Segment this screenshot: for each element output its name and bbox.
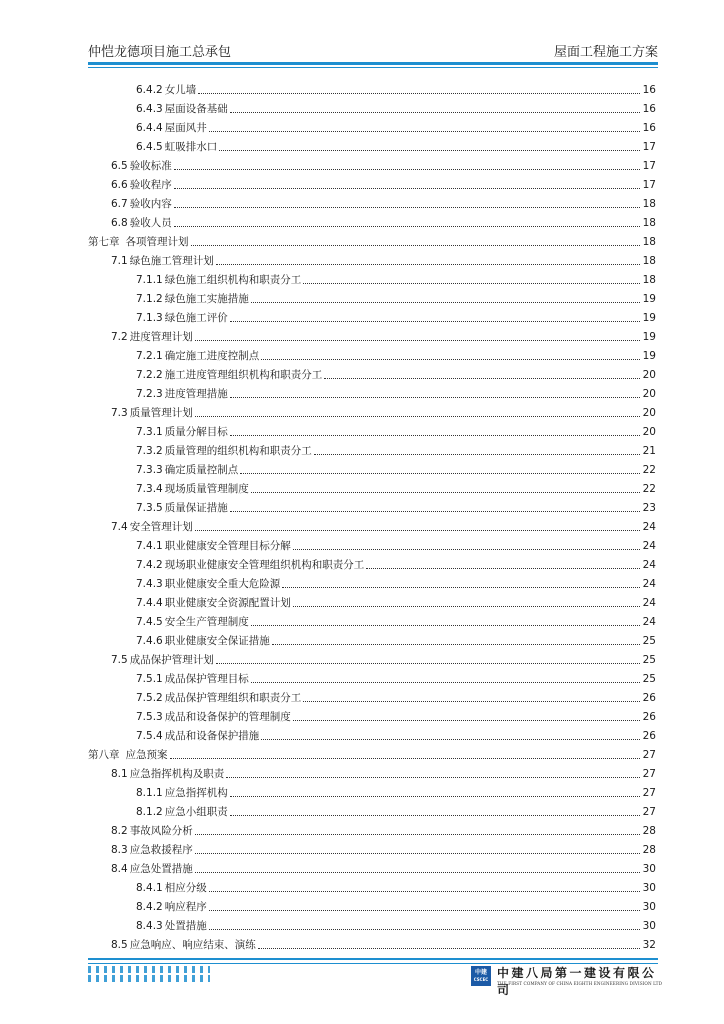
toc-leader-dots xyxy=(230,112,640,113)
toc-entry[interactable] xyxy=(88,762,656,781)
toc-entry[interactable] xyxy=(88,876,656,895)
toc-entry-page: 19 xyxy=(642,312,656,324)
toc-entry[interactable] xyxy=(88,211,656,230)
company-name-en: THE FIRST COMPANY OF CHINA EIGHTH ENGINEERING DIVISION LTD xyxy=(497,981,663,986)
toc-leader-dots xyxy=(174,207,640,208)
toc-entry-title: 现场职业健康安全管理组织机构和职责分工 xyxy=(164,559,365,571)
toc-entry-title: 绿色施工实施措施 xyxy=(164,293,249,305)
toc-entry-number: 7.4.5 xyxy=(136,616,163,628)
toc-entry-page: 25 xyxy=(642,673,656,685)
toc-entry-number: 8.4 xyxy=(111,863,128,875)
toc-entry-number: 7.3.5 xyxy=(136,502,163,514)
toc-entry-page: 30 xyxy=(642,882,656,894)
toc-entry-page: 27 xyxy=(642,768,656,780)
toc-entry[interactable] xyxy=(88,287,656,306)
toc-entry-number: 7.4.1 xyxy=(136,540,163,552)
toc-entry-page: 26 xyxy=(642,711,656,723)
toc-entry-page: 30 xyxy=(642,863,656,875)
toc-entry-page: 24 xyxy=(642,540,656,552)
toc-entry[interactable] xyxy=(88,78,656,97)
toc-entry-number: 8.1.1 xyxy=(136,787,163,799)
toc-entry[interactable] xyxy=(88,116,656,135)
toc-entry-page: 21 xyxy=(642,445,656,457)
toc-entry-title: 女儿墙 xyxy=(164,84,197,96)
toc-entry[interactable] xyxy=(88,515,656,534)
toc-entry[interactable] xyxy=(88,382,656,401)
toc-leader-dots xyxy=(230,796,640,797)
toc-entry-title: 验收内容 xyxy=(129,198,172,210)
toc-leader-dots xyxy=(230,815,640,816)
toc-leader-dots xyxy=(209,910,640,911)
toc-leader-dots xyxy=(195,530,640,531)
toc-entry[interactable] xyxy=(88,629,656,648)
toc-entry[interactable] xyxy=(88,933,656,952)
toc-entry-number: 7.3.1 xyxy=(136,426,163,438)
toc-entry-number: 7.3.2 xyxy=(136,445,163,457)
toc-entry-number: 6.4.2 xyxy=(136,84,163,96)
toc-entry-number: 第七章 xyxy=(88,236,120,248)
toc-entry-title: 成品保护管理目标 xyxy=(164,673,249,685)
toc-entry-page: 18 xyxy=(642,255,656,267)
toc-entry-title: 职业健康安全资源配置计划 xyxy=(164,597,291,609)
toc-entry-title: 屋面风井 xyxy=(164,122,207,134)
toc-entry-page: 18 xyxy=(642,217,656,229)
toc-entry-title: 应急处置措施 xyxy=(129,863,193,875)
toc-entry-page: 19 xyxy=(642,331,656,343)
toc-entry-number: 7.2 xyxy=(111,331,128,343)
toc-entry-number: 8.1 xyxy=(111,768,128,780)
toc-entry-number: 8.4.2 xyxy=(136,901,163,913)
toc-entry-number: 6.4.5 xyxy=(136,141,163,153)
toc-leader-dots xyxy=(303,283,640,284)
page-header xyxy=(88,40,658,60)
toc-entry[interactable] xyxy=(88,135,656,154)
toc-entry-title: 屋面设备基础 xyxy=(164,103,228,115)
toc-entry-page: 22 xyxy=(642,464,656,476)
toc-leader-dots xyxy=(195,872,640,873)
toc-entry-title: 事故风险分析 xyxy=(129,825,193,837)
toc-entry[interactable] xyxy=(88,914,656,933)
toc-entry-title: 应急小组职责 xyxy=(164,806,228,818)
toc-entry-number: 7.4 xyxy=(111,521,128,533)
company-logo-icon xyxy=(471,966,491,986)
toc-entry[interactable] xyxy=(88,344,656,363)
toc-entry-number: 第八章 xyxy=(88,749,120,761)
header-rule xyxy=(88,62,658,65)
toc-leader-dots xyxy=(209,891,640,892)
toc-leader-dots xyxy=(251,492,640,493)
toc-entry-page: 18 xyxy=(642,236,656,248)
toc-leader-dots xyxy=(261,739,640,740)
toc-entry[interactable] xyxy=(88,610,656,629)
toc-leader-dots xyxy=(195,853,640,854)
toc-entry[interactable] xyxy=(88,705,656,724)
toc-entry[interactable] xyxy=(88,325,656,344)
toc-entry-title: 成品和设备保护措施 xyxy=(164,730,260,742)
toc-entry-page: 19 xyxy=(642,350,656,362)
toc-entry-page: 27 xyxy=(642,749,656,761)
toc-entry[interactable] xyxy=(88,230,656,249)
toc-entry-title: 虹吸排水口 xyxy=(164,141,218,153)
toc-entry-page: 24 xyxy=(642,521,656,533)
toc-entry-page: 17 xyxy=(642,179,656,191)
toc-entry-number: 7.5.4 xyxy=(136,730,163,742)
footer-rule xyxy=(88,958,658,960)
toc-entry[interactable] xyxy=(88,895,656,914)
toc-entry-page: 20 xyxy=(642,369,656,381)
toc-entry[interactable] xyxy=(88,534,656,553)
toc-entry-title: 确定施工进度控制点 xyxy=(164,350,260,362)
toc-entry-number: 6.6 xyxy=(111,179,128,191)
toc-leader-dots xyxy=(195,416,640,417)
toc-leader-dots xyxy=(303,701,640,702)
toc-entry-number: 8.2 xyxy=(111,825,128,837)
toc-entry-page: 18 xyxy=(642,198,656,210)
toc-leader-dots xyxy=(366,568,640,569)
toc-entry-number: 8.4.1 xyxy=(136,882,163,894)
toc-entry-page: 27 xyxy=(642,806,656,818)
logo-text-bottom: CSCEC xyxy=(473,977,489,982)
toc-entry-title: 绿色施工评价 xyxy=(164,312,228,324)
toc-entry-number: 7.4.6 xyxy=(136,635,163,647)
toc-entry-page: 32 xyxy=(642,939,656,951)
toc-entry-page: 22 xyxy=(642,483,656,495)
toc-entry-number: 7.3 xyxy=(111,407,128,419)
toc-leader-dots xyxy=(230,511,640,512)
toc-entry-title: 验收程序 xyxy=(129,179,172,191)
toc-entry-number: 6.4.4 xyxy=(136,122,163,134)
toc-entry-title: 处置措施 xyxy=(164,920,207,932)
toc-entry[interactable] xyxy=(88,306,656,325)
toc-entry-number: 7.1.1 xyxy=(136,274,163,286)
toc-entry-page: 26 xyxy=(642,692,656,704)
header-rule-thin xyxy=(88,67,658,68)
toc-entry[interactable] xyxy=(88,477,656,496)
toc-entry-page: 20 xyxy=(642,407,656,419)
footer-pattern-gap xyxy=(88,973,210,975)
toc-entry-page: 25 xyxy=(642,654,656,666)
toc-leader-dots xyxy=(209,929,640,930)
toc-entry-number: 8.1.2 xyxy=(136,806,163,818)
toc-entry-title: 质量管理计划 xyxy=(129,407,193,419)
toc-entry[interactable] xyxy=(88,553,656,572)
toc-entry-page: 26 xyxy=(642,730,656,742)
toc-entry-page: 17 xyxy=(642,141,656,153)
toc-leader-dots xyxy=(209,131,640,132)
toc-entry-page: 30 xyxy=(642,901,656,913)
toc-entry[interactable] xyxy=(88,173,656,192)
toc-entry-page: 20 xyxy=(642,426,656,438)
toc-leader-dots xyxy=(195,340,640,341)
toc-entry-number: 7.1 xyxy=(111,255,128,267)
toc-entry-number: 7.2.3 xyxy=(136,388,163,400)
toc-entry-number: 7.5.3 xyxy=(136,711,163,723)
toc-entry-title: 应急预案 xyxy=(125,749,168,761)
toc-entry-title: 验收标准 xyxy=(129,160,172,172)
toc-leader-dots xyxy=(282,587,640,588)
toc-entry-title: 各项管理计划 xyxy=(125,236,189,248)
toc-entry-title: 验收人员 xyxy=(129,217,172,229)
toc-entry[interactable] xyxy=(88,800,656,819)
toc-entry-title: 质量管理的组织机构和职责分工 xyxy=(164,445,312,457)
header-document-title: 屋面工程施工方案 xyxy=(553,44,658,60)
toc-entry[interactable] xyxy=(88,648,656,667)
toc-entry-page: 18 xyxy=(642,274,656,286)
toc-entry-title: 职业健康安全重大危险源 xyxy=(164,578,281,590)
toc-entry-page: 30 xyxy=(642,920,656,932)
toc-entry-page: 28 xyxy=(642,844,656,856)
toc-entry[interactable] xyxy=(88,743,656,762)
toc-entry[interactable] xyxy=(88,781,656,800)
toc-entry[interactable] xyxy=(88,154,656,173)
toc-entry[interactable] xyxy=(88,496,656,515)
toc-leader-dots xyxy=(272,644,640,645)
toc-entry-number: 7.1.2 xyxy=(136,293,163,305)
header-project-title: 仲恺龙德项目施工总承包 xyxy=(88,44,232,60)
toc-entry-title: 应急救援程序 xyxy=(129,844,193,856)
toc-entry-title: 职业健康安全保证措施 xyxy=(164,635,270,647)
toc-leader-dots xyxy=(230,321,640,322)
toc-leader-dots xyxy=(198,93,640,94)
toc-entry-number: 7.5 xyxy=(111,654,128,666)
toc-entry-title: 绿色施工组织机构和职责分工 xyxy=(164,274,302,286)
toc-entry-number: 7.2.2 xyxy=(136,369,163,381)
toc-entry[interactable] xyxy=(88,97,656,116)
toc-entry-page: 24 xyxy=(642,616,656,628)
toc-leader-dots xyxy=(251,682,640,683)
toc-entry[interactable] xyxy=(88,591,656,610)
toc-leader-dots xyxy=(230,397,640,398)
toc-entry-page: 27 xyxy=(642,787,656,799)
toc-entry-page: 25 xyxy=(642,635,656,647)
toc-entry-page: 17 xyxy=(642,160,656,172)
toc-leader-dots xyxy=(195,834,640,835)
toc-entry[interactable] xyxy=(88,192,656,211)
toc-entry[interactable] xyxy=(88,458,656,477)
toc-leader-dots xyxy=(174,188,640,189)
toc-entry-page: 24 xyxy=(642,578,656,590)
toc-entry-number: 8.4.3 xyxy=(136,920,163,932)
toc-entry-number: 6.8 xyxy=(111,217,128,229)
toc-entry-number: 7.5.2 xyxy=(136,692,163,704)
toc-entry[interactable] xyxy=(88,439,656,458)
toc-entry-number: 6.7 xyxy=(111,198,128,210)
toc-entry-page: 28 xyxy=(642,825,656,837)
toc-leader-dots xyxy=(324,378,640,379)
toc-entry-title: 进度管理措施 xyxy=(164,388,228,400)
toc-leader-dots xyxy=(293,549,640,550)
toc-entry-page: 20 xyxy=(642,388,656,400)
logo-text-top: 中建 xyxy=(474,969,487,976)
toc-leader-dots xyxy=(174,169,640,170)
toc-entry-page: 24 xyxy=(642,597,656,609)
toc-leader-dots xyxy=(170,758,641,759)
toc-leader-dots xyxy=(314,454,640,455)
toc-entry-title: 现场质量管理制度 xyxy=(164,483,249,495)
toc-leader-dots xyxy=(174,226,640,227)
toc-entry-title: 应急响应、响应结束、演练 xyxy=(129,939,256,951)
toc-entry-number: 7.2.1 xyxy=(136,350,163,362)
toc-leader-dots xyxy=(251,625,640,626)
toc-entry[interactable] xyxy=(88,686,656,705)
toc-entry-number: 8.5 xyxy=(111,939,128,951)
table-of-contents xyxy=(88,78,656,952)
toc-entry-number: 7.4.2 xyxy=(136,559,163,571)
toc-entry-number: 6.4.3 xyxy=(136,103,163,115)
toc-leader-dots xyxy=(230,435,640,436)
toc-entry[interactable] xyxy=(88,724,656,743)
toc-entry-title: 质量分解目标 xyxy=(164,426,228,438)
toc-entry-number: 7.3.3 xyxy=(136,464,163,476)
toc-entry-title: 成品保护管理组织和职责分工 xyxy=(164,692,302,704)
toc-entry[interactable] xyxy=(88,819,656,838)
toc-leader-dots xyxy=(226,777,640,778)
toc-entry[interactable] xyxy=(88,268,656,287)
toc-entry-title: 安全管理计划 xyxy=(129,521,193,533)
toc-entry-title: 施工进度管理组织机构和职责分工 xyxy=(164,369,323,381)
toc-entry-title: 进度管理计划 xyxy=(129,331,193,343)
toc-entry-number: 7.5.1 xyxy=(136,673,163,685)
toc-entry[interactable] xyxy=(88,420,656,439)
toc-entry-number: 7.1.3 xyxy=(136,312,163,324)
toc-leader-dots xyxy=(240,473,640,474)
toc-entry[interactable] xyxy=(88,249,656,268)
toc-entry-page: 16 xyxy=(642,122,656,134)
toc-entry[interactable] xyxy=(88,363,656,382)
toc-entry-title: 安全生产管理制度 xyxy=(164,616,249,628)
toc-leader-dots xyxy=(219,150,640,151)
toc-leader-dots xyxy=(261,359,640,360)
toc-entry[interactable] xyxy=(88,857,656,876)
toc-entry-title: 成品保护管理计划 xyxy=(129,654,214,666)
toc-entry-number: 6.5 xyxy=(111,160,128,172)
toc-leader-dots xyxy=(251,302,640,303)
toc-entry-title: 质量保证措施 xyxy=(164,502,228,514)
toc-entry-page: 16 xyxy=(642,84,656,96)
toc-leader-dots xyxy=(216,663,640,664)
toc-leader-dots xyxy=(258,948,640,949)
toc-entry[interactable] xyxy=(88,667,656,686)
toc-entry-title: 响应程序 xyxy=(164,901,207,913)
toc-entry-title: 应急指挥机构及职责 xyxy=(129,768,225,780)
toc-leader-dots xyxy=(191,245,641,246)
toc-entry-title: 职业健康安全管理目标分解 xyxy=(164,540,291,552)
toc-entry-title: 相应分级 xyxy=(164,882,207,894)
toc-entry-number: 7.3.4 xyxy=(136,483,163,495)
toc-entry-title: 应急指挥机构 xyxy=(164,787,228,799)
toc-entry-title: 确定质量控制点 xyxy=(164,464,239,476)
toc-entry-number: 7.4.3 xyxy=(136,578,163,590)
toc-leader-dots xyxy=(293,606,640,607)
toc-entry-number: 8.3 xyxy=(111,844,128,856)
toc-leader-dots xyxy=(216,264,640,265)
toc-entry-page: 23 xyxy=(642,502,656,514)
toc-leader-dots xyxy=(293,720,640,721)
toc-entry-number: 7.4.4 xyxy=(136,597,163,609)
toc-entry[interactable] xyxy=(88,401,656,420)
toc-entry-page: 24 xyxy=(642,559,656,571)
toc-entry[interactable] xyxy=(88,572,656,591)
toc-entry-page: 16 xyxy=(642,103,656,115)
toc-entry-title: 成品和设备保护的管理制度 xyxy=(164,711,291,723)
toc-entry[interactable] xyxy=(88,838,656,857)
toc-entry-page: 19 xyxy=(642,293,656,305)
company-name-cn: 中建八局第一建设有限公司 xyxy=(497,966,657,997)
toc-entry-title: 绿色施工管理计划 xyxy=(129,255,214,267)
